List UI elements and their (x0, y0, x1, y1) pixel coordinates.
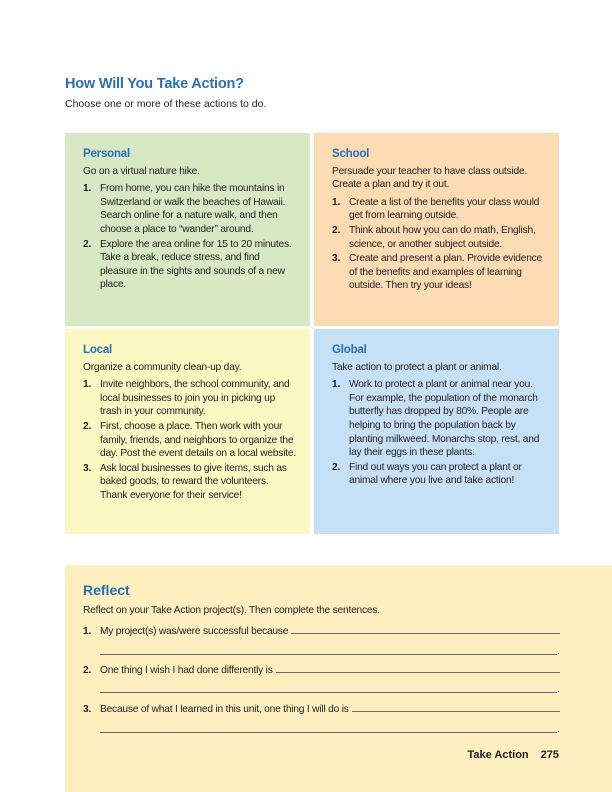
personal-title: Personal (83, 148, 130, 160)
local-intro: Organize a community clean-up day. (83, 361, 242, 373)
answer-line-continuation[interactable] (100, 683, 560, 693)
reflect-prompt-1 (83, 623, 560, 637)
answer-line[interactable] (291, 633, 560, 634)
personal-steps (83, 182, 296, 292)
answer-line (100, 692, 557, 693)
item-text: First, choose a place. Then work with your family, friends, and neighbors to organize the day. Post the event details on a local website. (100, 420, 296, 460)
personal-action-box (65, 133, 310, 326)
answer-line-continuation[interactable] (100, 645, 560, 655)
item-number: 2. (83, 420, 92, 432)
item-text: Invite neighbors, the school community, and local businesses to join you in picking up trash in your community. (100, 379, 290, 418)
global-intro: Take action to protect a plant or animal. (332, 361, 502, 373)
item-text: Create a list of the benefits your class would get from learning outside. (349, 196, 540, 222)
item-number: 3. (332, 253, 341, 265)
school-action-box (314, 133, 559, 326)
list-item (83, 420, 296, 461)
global-action-box (314, 329, 559, 534)
item-number: 1. (83, 183, 92, 195)
prompt-number: 2. (83, 665, 92, 676)
line-period: . (557, 646, 560, 657)
footer-label: Take Action (467, 749, 529, 761)
school-steps (332, 196, 545, 293)
prompt-number: 3. (83, 704, 92, 715)
global-steps (332, 378, 545, 488)
item-number: 3. (83, 462, 92, 474)
item-number: 2. (83, 238, 92, 250)
list-item (332, 252, 545, 293)
item-text: Find out ways you can protect a plant or animal where you live and take action! (349, 461, 522, 487)
local-steps (83, 378, 296, 502)
personal-intro: Go on a virtual nature hike. (83, 165, 200, 177)
item-text: Work to protect a plant or animal near you. For example, the population of the monarch butterfly has dropped by 80%. People are helping to bring the population back by planting milkweed. Monarchs stop, rest, and lay their eggs in these plants. (349, 379, 540, 459)
reflect-prompt-3 (83, 701, 560, 715)
list-item (83, 378, 296, 419)
list-item (83, 182, 296, 236)
list-item (332, 224, 545, 251)
list-item (332, 196, 545, 223)
item-number: 1. (332, 379, 341, 391)
item-text: Ask local businesses to give items, such as baked goods, to reward the volunteers. Thank everyone for their service! (100, 462, 287, 501)
answer-line (100, 732, 557, 733)
prompt-text: Because of what I learned in this unit, one thing I will do is (100, 704, 349, 715)
list-item (83, 238, 296, 292)
local-action-box (65, 329, 310, 534)
item-number: 2. (332, 461, 341, 473)
page-footer (468, 749, 559, 761)
item-number: 1. (332, 196, 341, 208)
school-intro: Persuade your teacher to have class outside. Create a plan and try it out. (332, 165, 528, 191)
local-title: Local (83, 344, 113, 356)
page-subheading: Choose one or more of these actions to do. (65, 98, 267, 110)
page-heading: How Will You Take Action? (65, 76, 244, 92)
prompt-text: My project(s) was/were successful because (100, 626, 289, 637)
line-period: . (557, 724, 560, 735)
list-item (332, 461, 545, 488)
item-number: 1. (83, 379, 92, 391)
answer-line[interactable] (276, 672, 560, 673)
school-title: School (332, 148, 370, 160)
line-period: . (557, 684, 560, 695)
prompt-text: One thing I wish I had done differently is (100, 665, 273, 676)
prompt-number: 1. (83, 626, 92, 637)
reflect-title: Reflect (83, 582, 130, 598)
page-number: 275 (540, 749, 559, 761)
item-text: From home, you can hike the mountains in Switzerland or walk the beaches of Hawaii. Search online for a nature walk, and then choose a place to “wander” around. (100, 183, 286, 235)
reflect-prompt-2 (83, 662, 560, 676)
list-item (83, 462, 296, 503)
reflect-intro: Reflect on your Take Action project(s). Then complete the sentences. (83, 605, 380, 616)
answer-line-continuation[interactable] (100, 723, 560, 733)
item-text: Think about how you can do math, English, science, or another subject outside. (349, 224, 536, 250)
item-text: Create and present a plan. Provide evidence of the benefits and examples of learning outside. Then try your ideas! (349, 253, 543, 292)
item-number: 2. (332, 224, 341, 236)
list-item (332, 378, 545, 460)
answer-line[interactable] (352, 711, 560, 712)
item-text: Explore the area online for 15 to 20 minutes. Take a break, reduce stress, and find pleasure in the sights and sounds of a new place. (100, 238, 292, 291)
answer-line (100, 654, 557, 655)
global-title: Global (332, 344, 367, 356)
